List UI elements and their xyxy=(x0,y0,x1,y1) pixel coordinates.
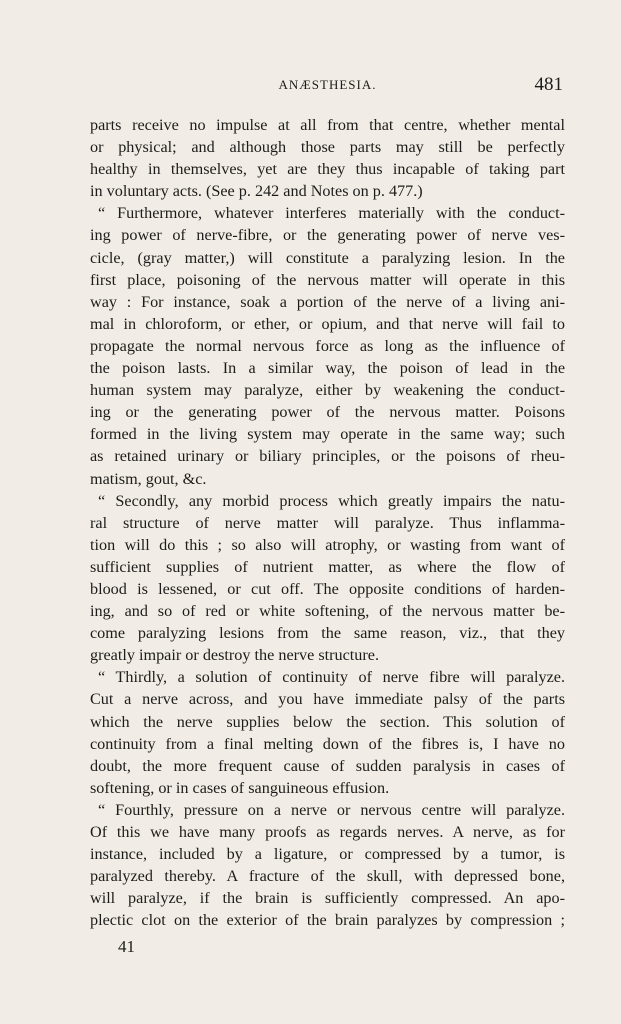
text-line: cicle, (gray matter,) will constitute a paralyzing lesion. In the xyxy=(90,248,565,267)
text-line: in voluntary acts. (See p. 242 and Notes on p. 477.) xyxy=(90,182,423,201)
text-line: ing power of nerve-fibre, or the generating power of nerve ves- xyxy=(90,226,565,245)
page-number: 481 xyxy=(534,74,563,95)
text-line: “ Secondly, any morbid process which greatly impairs the natu- xyxy=(98,491,565,510)
body-text xyxy=(90,114,565,931)
text-line: come paralyzing lesions from the same reason, viz., that they xyxy=(90,624,565,643)
text-line: the poison lasts. In a similar way, the poison of lead in the xyxy=(90,359,565,378)
text-line: human system may paralyze, either by weakening the conduct- xyxy=(90,381,565,400)
text-line: healthy in themselves, yet are they thus incapable of taking part xyxy=(90,160,565,179)
running-head xyxy=(90,74,565,98)
text-line: will paralyze, if the brain is sufficiently compressed. An apo- xyxy=(90,889,565,908)
text-line: ral structure of nerve matter will paralyze. Thus inflamma- xyxy=(90,513,565,532)
text-line: “ Furthermore, whatever interferes materially with the conduct- xyxy=(98,204,565,223)
text-line: matism, gout, &c. xyxy=(90,469,207,488)
text-line: Of this we have many proofs as regards nerves. A nerve, as for xyxy=(90,823,565,841)
text-line: way : For instance, soak a portion of the nerve of a living ani- xyxy=(90,292,565,311)
text-line: “ Fourthly, pressure on a nerve or nervous centre will paralyze. xyxy=(98,800,565,819)
text-line: first place, poisoning of the nervous matter will operate in this xyxy=(90,270,565,289)
text-line: mal in chloroform, or ether, or opium, and that nerve will fail to xyxy=(90,314,565,333)
text-line: plectic clot on the exterior of the brain paralyzes by compression ; xyxy=(90,911,565,930)
running-head-title: ANÆSTHESIA. xyxy=(278,77,377,92)
text-line: softening, or in cases of sanguineous effusion. xyxy=(90,778,390,797)
text-line: continuity from a final melting down of the fibres is, I have no xyxy=(90,734,565,753)
text-line: parts receive no impulse at all from that centre, whether mental xyxy=(90,116,565,134)
text-line: instance, included by a ligature, or compressed by a tumor, is xyxy=(90,845,565,864)
text-line: doubt, the more frequent cause of sudden paralysis in cases of xyxy=(90,756,565,775)
text-line: paralyzed thereby. A fracture of the skull, with depressed bone, xyxy=(90,867,565,886)
text-line: tion will do this ; so also will atrophy, or wasting from want of xyxy=(90,535,565,554)
text-line: ing, and so of red or white softening, of the nervous matter be- xyxy=(90,602,565,621)
text-line: blood is lessened, or cut off. The opposite conditions of harden- xyxy=(90,579,565,598)
text-line: greatly impair or destroy the nerve structure. xyxy=(90,646,380,665)
text-line: formed in the living system may operate in the same way; such xyxy=(90,425,565,444)
signature-mark: 41 xyxy=(118,937,135,956)
text-line: “ Thirdly, a solution of continuity of nerve fibre will paralyze. xyxy=(98,668,565,687)
text-line: sufficient supplies of nutrient matter, as where the flow of xyxy=(90,557,565,576)
text-line: which the nerve supplies below the section. This solution of xyxy=(90,712,565,731)
text-line: Cut a nerve across, and you have immediate palsy of the parts xyxy=(90,690,565,709)
text-line: as retained urinary or biliary principles, or the poisons of rheu- xyxy=(90,447,565,466)
text-line: ing or the generating power of the nervous matter. Poisons xyxy=(90,403,565,422)
text-line: or physical; and although those parts may still be perfectly xyxy=(90,138,565,157)
text-line: propagate the normal nervous force as long as the influence of xyxy=(90,336,565,355)
